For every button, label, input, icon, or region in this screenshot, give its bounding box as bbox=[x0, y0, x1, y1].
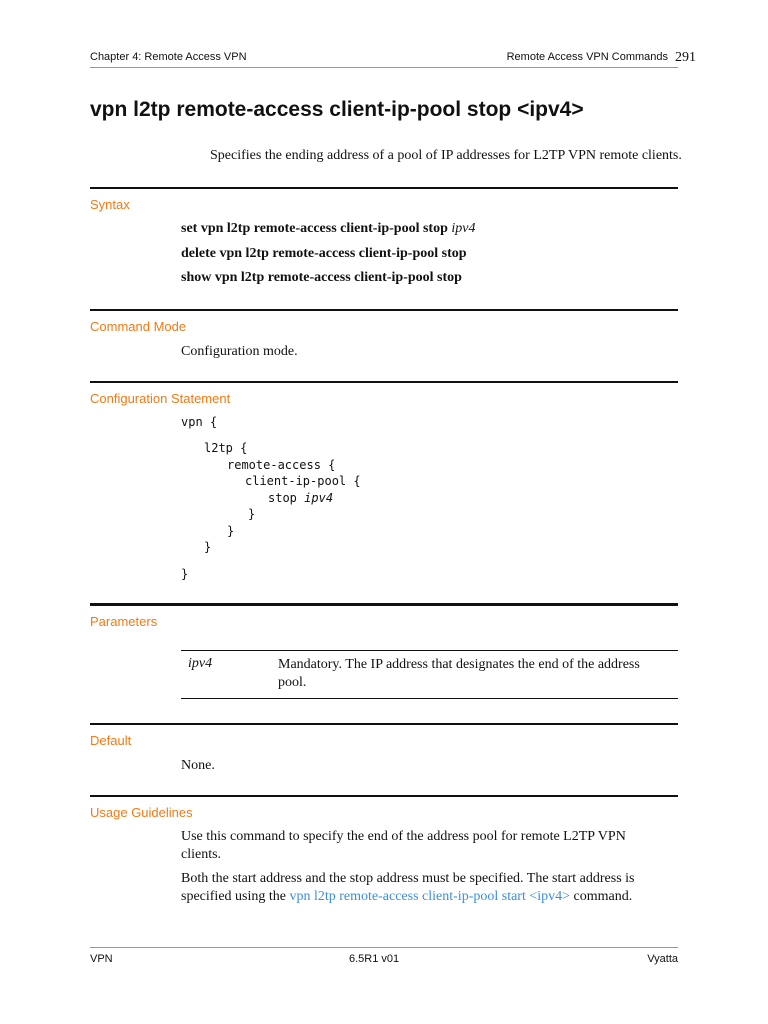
code-line: l2tp { bbox=[204, 441, 248, 455]
code-line: } bbox=[248, 507, 256, 521]
code-line: remote-access { bbox=[227, 458, 336, 472]
parameters-table bbox=[181, 650, 678, 699]
usage-heading: Usage Guidelines bbox=[90, 805, 193, 820]
footer-version: 6.5R1 v01 bbox=[349, 953, 400, 965]
chapter-title: Chapter 4: Remote Access VPN bbox=[90, 51, 247, 63]
syntax-show-line: show vpn l2tp remote-access client-ip-pool stop bbox=[181, 270, 462, 285]
section-divider bbox=[90, 309, 678, 311]
code-line-stop bbox=[268, 491, 333, 505]
default-heading: Default bbox=[90, 733, 132, 748]
default-text: None. bbox=[181, 758, 215, 773]
section-title: Remote Access VPN Commands bbox=[506, 51, 668, 63]
usage-paragraph-1: Use this command to specify the end of the address pool for remote L2TP VPN clients. bbox=[181, 829, 626, 862]
page-header bbox=[90, 49, 678, 68]
code-argument: ipv4 bbox=[304, 491, 334, 505]
page-footer bbox=[90, 947, 678, 968]
code-line: } bbox=[204, 540, 212, 554]
parameter-description: Mandatory. The IP address that designates the end of the address pool. bbox=[278, 657, 640, 690]
section-divider bbox=[90, 381, 678, 383]
usage-paragraph-2 bbox=[181, 870, 651, 906]
syntax-set-line bbox=[181, 221, 475, 237]
command-mode-heading: Command Mode bbox=[90, 319, 187, 334]
syntax-delete-line: delete vpn l2tp remote-access client-ip-pool stop bbox=[181, 246, 467, 261]
page-number: 291 bbox=[675, 50, 696, 65]
section-divider bbox=[90, 795, 678, 797]
page-title: vpn l2tp remote-access client-ip-pool stop <ipv4> bbox=[90, 98, 584, 121]
footer-right: Vyatta bbox=[647, 953, 678, 965]
section-divider bbox=[90, 603, 678, 606]
usage-text: Both the start address and the stop address must be specified. The start address is specified using the bbox=[181, 871, 635, 904]
usage-text: command. bbox=[573, 889, 633, 904]
code-line: } bbox=[181, 567, 189, 581]
section-divider bbox=[90, 723, 678, 725]
code-line: } bbox=[227, 524, 235, 538]
footer-left: VPN bbox=[90, 953, 113, 965]
config-statement-heading: Configuration Statement bbox=[90, 391, 231, 406]
command-description: Specifies the ending address of a pool of IP addresses for L2TP VPN remote clients. bbox=[210, 148, 682, 163]
start-command-link[interactable]: vpn l2tp remote-access client-ip-pool start <ipv4> bbox=[289, 889, 571, 904]
parameters-heading: Parameters bbox=[90, 614, 158, 629]
code-line: client-ip-pool { bbox=[245, 474, 361, 488]
code-keyword: stop bbox=[268, 491, 297, 505]
syntax-set-command: set vpn l2tp remote-access client-ip-pool stop bbox=[181, 221, 448, 236]
code-line: vpn { bbox=[181, 415, 218, 429]
syntax-set-argument: ipv4 bbox=[451, 221, 476, 236]
syntax-heading: Syntax bbox=[90, 197, 130, 212]
command-mode-text: Configuration mode. bbox=[181, 344, 298, 359]
parameter-name: ipv4 bbox=[188, 656, 213, 671]
section-divider bbox=[90, 187, 678, 189]
